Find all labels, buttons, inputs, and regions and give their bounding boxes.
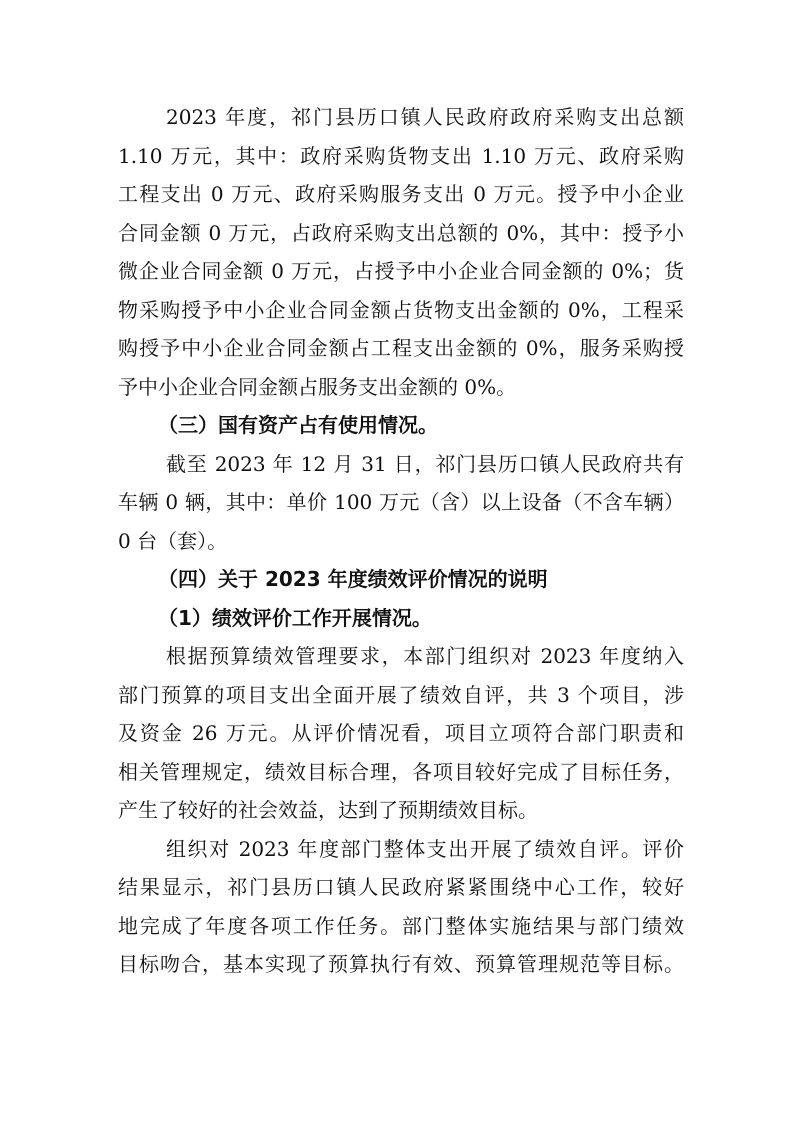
paragraph-line: 车辆 0 辆，其中：单价 100 万元（含）以上设备（不含车辆） xyxy=(118,490,684,514)
paragraph-line: 2023 年度，祁门县历口镇人民政府政府采购支出总额 xyxy=(166,105,684,129)
paragraph-line: 截至 2023 年 12 月 31 日，祁门县历口镇人民政府共有 xyxy=(166,451,684,476)
paragraph-line: 产生了较好的社会效益，达到了预期绩效目标。 xyxy=(118,798,538,822)
paragraph-line: 1.10 万元，其中：政府采购货物支出 1.10 万元、政府采购 xyxy=(118,143,684,168)
paragraph-line: 予中小企业合同金额占服务支出金额的 0%。 xyxy=(118,374,517,399)
section-heading: （四）关于 2023 年度绩效评价情况的说明 xyxy=(158,567,548,591)
paragraph-line: 部门预算的项目支出全面开展了绩效自评，共 3 个项目，涉 xyxy=(118,682,684,707)
paragraph-line: 工程支出 0 万元、政府采购服务支出 0 万元。授予中小企业 xyxy=(118,182,684,206)
section-heading: （三）国有资产占有使用情况。 xyxy=(158,413,438,437)
section-heading: （1）绩效评价工作开展情况。 xyxy=(158,605,432,630)
paragraph-line: 组织对 2023 年度部门整体支出开展了绩效自评。评价 xyxy=(166,836,684,861)
paragraph-line: 结果显示，祁门县历口镇人民政府紧紧围绕中心工作，较好 xyxy=(118,875,684,899)
paragraph-line: 及资金 26 万元。从评价情况看，项目立项符合部门职责和 xyxy=(118,721,684,745)
paragraph-line: 地完成了年度各项工作任务。部门整体实施结果与部门绩效 xyxy=(118,913,684,938)
paragraph-line: 0 台（套）。 xyxy=(118,528,228,553)
paragraph-line: 微企业合同金额 0 万元，占授予中小企业合同金额的 0%；货 xyxy=(118,259,684,283)
paragraph-line: 物采购授予中小企业合同金额占货物支出金额的 0%，工程采 xyxy=(118,297,684,322)
paragraph-line: 合同金额 0 万元，占政府采购支出总额的 0%，其中：授予小 xyxy=(118,220,684,245)
paragraph-line: 购授予中小企业合同金额占工程支出金额的 0%，服务采购授 xyxy=(118,336,684,360)
paragraph-line: 相关管理规定，绩效目标合理，各项目较好完成了目标任务， xyxy=(118,759,684,784)
paragraph-line: 目标吻合，基本实现了预算执行有效、预算管理规范等目标。 xyxy=(118,952,684,976)
document-body xyxy=(118,98,684,984)
paragraph-line: 根据预算绩效管理要求，本部门组织对 2023 年度纳入 xyxy=(166,644,684,668)
